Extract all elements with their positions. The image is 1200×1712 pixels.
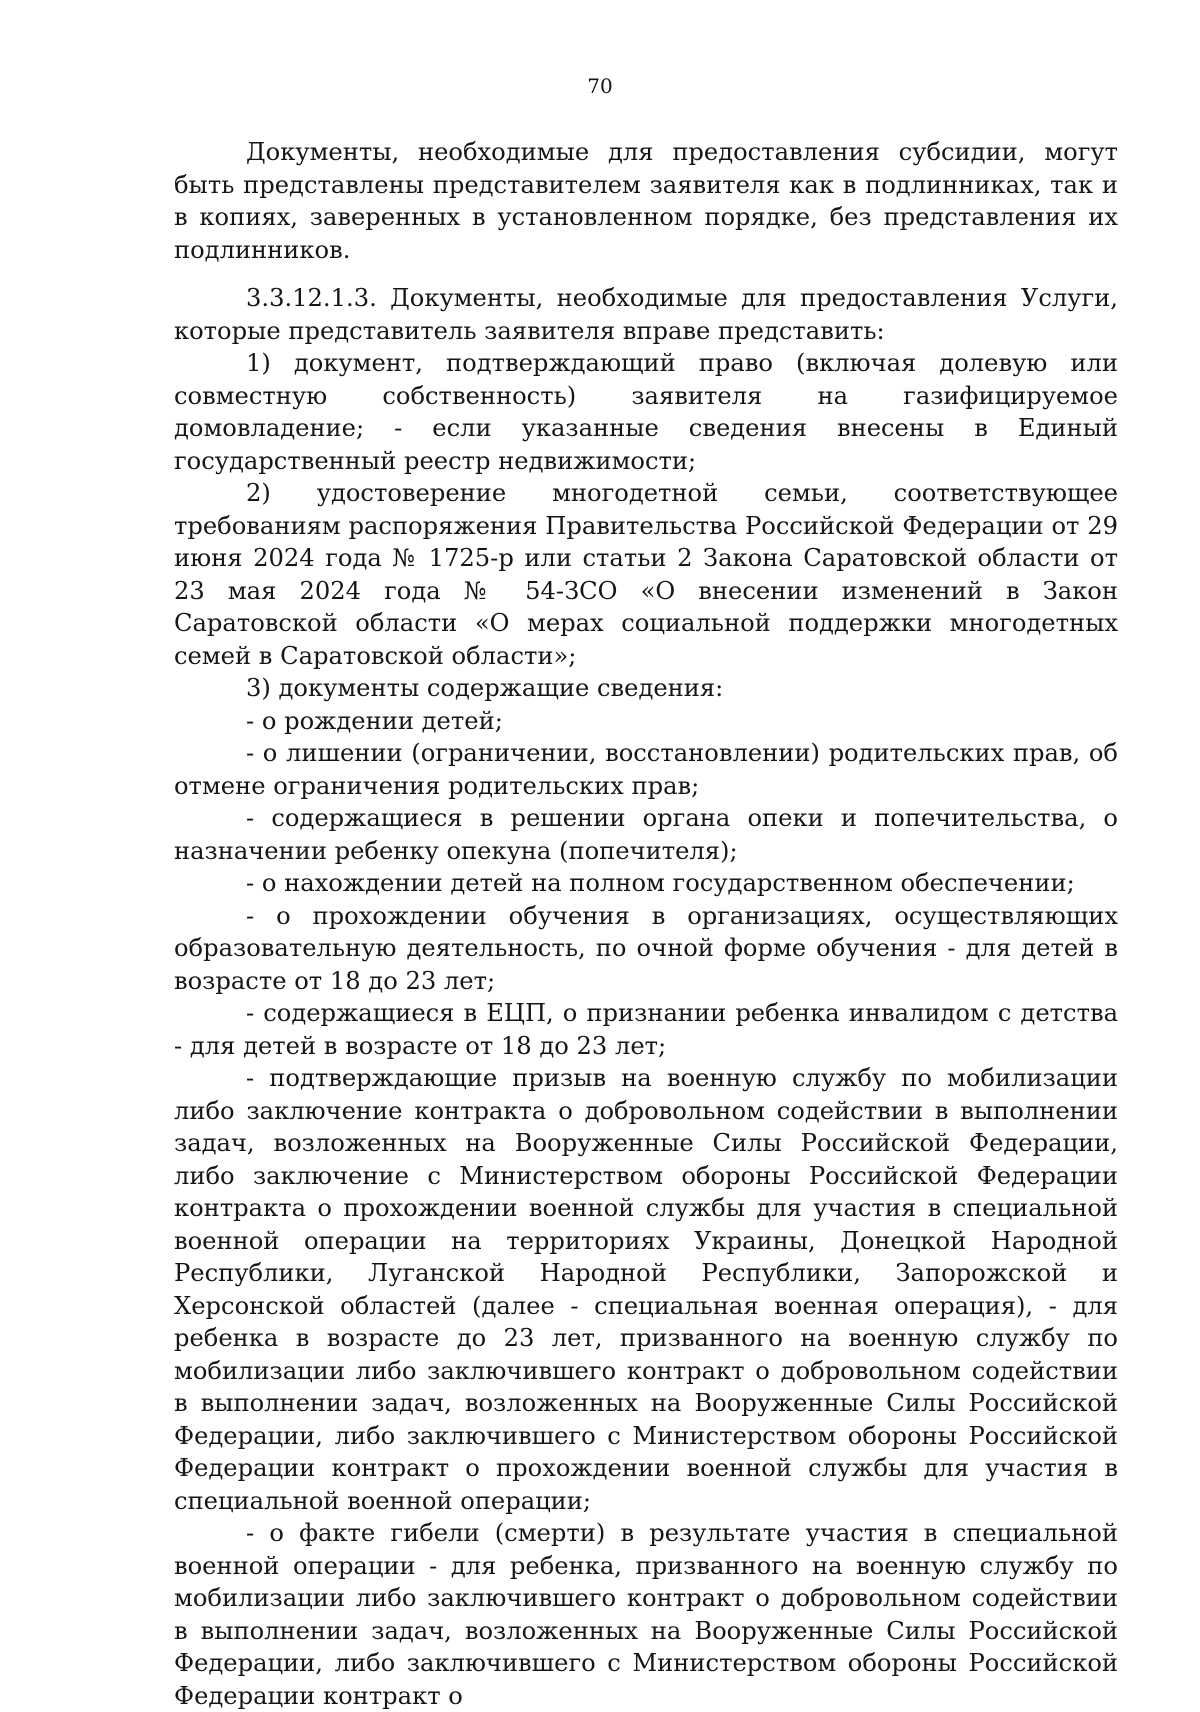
list-item-state-support: - о нахождении детей на полном государственном обеспечении; <box>246 869 1075 897</box>
list-item-disability-since-childhood: - содержащиеся в ЕЦП, о признании ребенка инвалидом с детства - для детей в возрасте от 18 до 23 лет; <box>174 999 1118 1060</box>
list-item-birth-of-children: - о рождении детей; <box>246 706 503 735</box>
list-item-military-service: - подтверждающие призыв на военную службу по мобилизации либо заключение контракта о добровольном содействии в выполнении задач, возложенных на Вооруженные Силы Российской Федерации, либо заключение с Министерством обороны Российской Федерации контракта о прохождении военной службы для участия в специальной военной операции на территориях Украины, Донецкой Народной Республики, Луганской Народной Республики, Запорожской и Херсонской областей (далее - специальная военная операция), - для ребенка в возрасте до 23 лет, призванного на военную службу по мобилизации либо заключившего контракт о добровольном содействии в выполнении задач, возложенных на Вооруженные Силы Российской Федерации, либо заключившего с Министерством обороны Российской Федерации контракт о прохождении военной службы для участия в специальной военной операции; <box>174 1064 1118 1515</box>
list-item-parental-rights: - о лишении (ограничении, восстановлении) родительских прав, об отмене ограничения родительских прав; <box>174 739 1118 800</box>
paragraph-item-1-property-document: 1) документ, подтверждающий право (включая долевую или совместную собственность) заявителя на газифицируемое домовладение; - если указанные сведения внесены в Единый государственный реестр недвижимости; <box>174 349 1118 475</box>
page-number: 70 <box>587 74 613 98</box>
list-item-guardianship-decision: - содержащиеся в решении органа опеки и попечительства, о назначении ребенку опекуна (попечителя); <box>174 804 1118 865</box>
list-item-full-time-education: - о прохождении обучения в организациях, осуществляющих образовательную деятельность, по очной форме обучения - для детей в возрасте от 18 до 23 лет; <box>174 901 1118 995</box>
paragraph-section-3-3-12-1-3: 3.3.12.1.3. Документы, необходимые для предоставления Услуги, которые представитель заявителя вправе представить: <box>174 284 1118 345</box>
document-body <box>174 136 1118 1712</box>
paragraph-subsidy-documents: Документы, необходимые для предоставления субсидии, могут быть представлены представителем заявителя как в подлинниках, так и в копиях, заверенных в установленном порядке, без представления их подлинников. <box>174 138 1118 264</box>
paragraph-item-2-large-family-certificate: 2) удостоверение многодетной семьи, соответствующее требованиям распоряжения Правительства Российской Федерации от 29 июня 2024 года № 1725-р или статьи 2 Закона Саратовской области от 23 мая 2024 года № 54-ЗСО «О внесении изменений в Закон Саратовской области «О мерах социальной поддержки многодетных семей в Саратовской области»; <box>174 479 1118 670</box>
paragraph-item-3-documents-with-info: 3) документы содержащие сведения: <box>246 674 724 702</box>
list-item-death-in-special-operation: - о факте гибели (смерти) в результате участия в специальной военной операции - для ребенка, призванного на военную службу по мобилизации либо заключившего контракт о добровольном содействии в выполнении задач, возложенных на Вооруженные Силы Российской Федерации, либо заключившего с Министерством обороны Российской Федерации контракт о <box>174 1519 1118 1710</box>
